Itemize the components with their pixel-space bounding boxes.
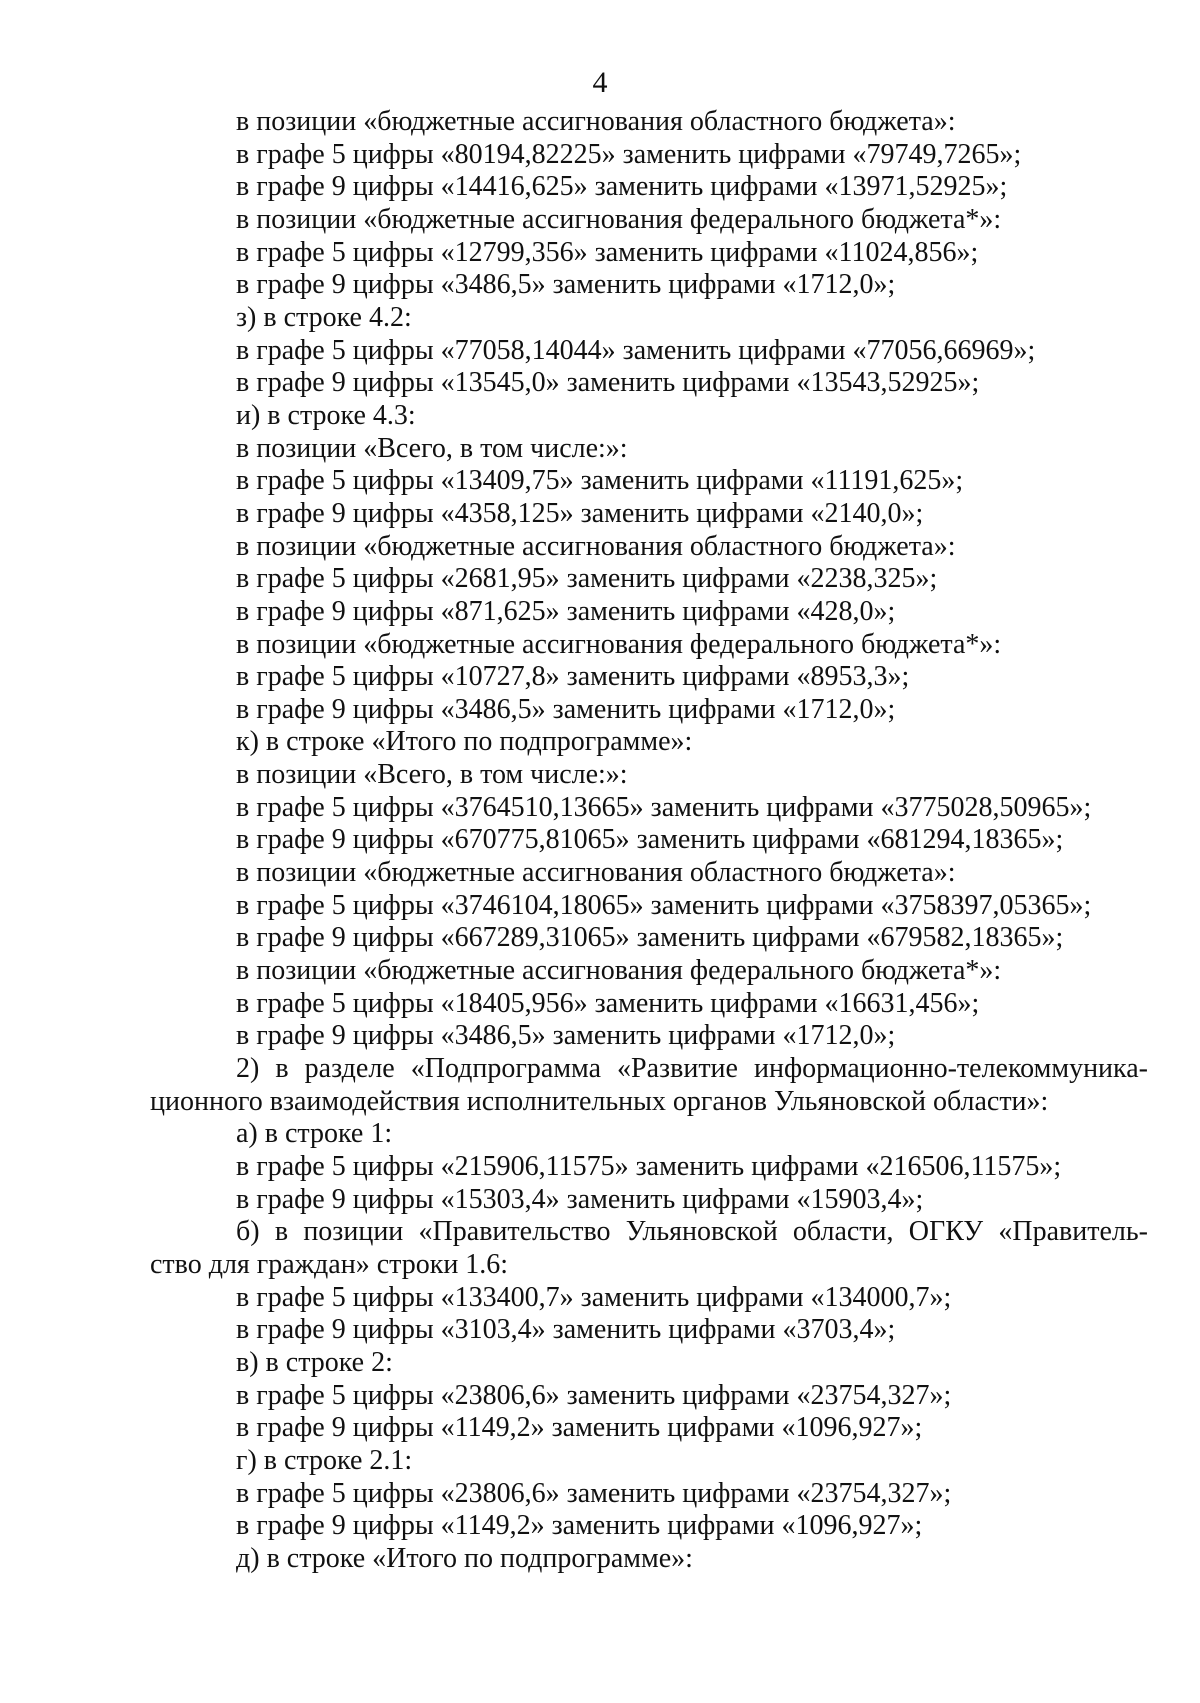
text-line: в графе 9 цифры «670775,81065» заменить цифрами «681294,18365»; — [236, 824, 1064, 856]
text-line: з) в строке 4.2: — [236, 301, 412, 333]
word: «Развитие — [617, 1053, 738, 1085]
text-line: в позиции «бюджетные ассигнования областного бюджета»: — [236, 106, 956, 137]
text-line: а) в строке 1: — [236, 1118, 393, 1150]
word: позиции — [303, 1216, 404, 1248]
text-line: г) в строке 2.1: — [236, 1444, 413, 1476]
text-line: в графе 9 цифры «1149,2» заменить цифрами «1096,927»; — [236, 1510, 923, 1542]
text-line: в позиции «бюджетные ассигнования федерального бюджета*»: — [236, 628, 1002, 660]
text-line: в графе 9 цифры «3486,5» заменить цифрами «1712,0»; — [236, 693, 896, 725]
word: «Подпрограмма — [410, 1053, 601, 1085]
text-line: в графе 5 цифры «12799,356» заменить цифрами «11024,856»; — [236, 236, 979, 268]
text-line: в графе 5 цифры «13409,75» заменить цифрами «11191,625»; — [236, 465, 964, 497]
text-line: в графе 5 цифры «77058,14044» заменить цифрами «77056,66969»; — [236, 334, 1036, 366]
word: 2) — [236, 1053, 260, 1085]
text-line: в графе 5 цифры «23806,6» заменить цифрами «23754,327»; — [236, 1379, 952, 1411]
text-line: в позиции «бюджетные ассигнования областного бюджета»: — [236, 857, 956, 889]
word: «Правительство — [418, 1216, 611, 1248]
text-line: в) в строке 2: — [236, 1346, 393, 1378]
text-line: в графе 9 цифры «15303,4» заменить цифрами «15903,4»; — [236, 1183, 924, 1215]
word: б) — [236, 1216, 260, 1248]
paragraph-first-line — [150, 1053, 1148, 1086]
word: в — [275, 1053, 289, 1085]
text-line: в графе 9 цифры «13545,0» заменить цифрами «13543,52925»; — [236, 367, 980, 399]
text-line: и) в строке 4.3: — [236, 399, 416, 431]
text-line: в графе 5 цифры «18405,956» заменить цифрами «16631,456»; — [236, 987, 980, 1019]
text-line: в графе 9 цифры «3486,5» заменить цифрами «1712,0»; — [236, 1020, 896, 1052]
text-line: в позиции «Всего, в том числе:»: — [236, 432, 628, 464]
text-line: ство для граждан» строки 1.6: — [150, 1248, 509, 1280]
text-line: в графе 5 цифры «3746104,18065» заменить цифрами «3758397,05365»; — [236, 889, 1092, 921]
text-line: в позиции «бюджетные ассигнования федерального бюджета*»: — [236, 955, 1002, 987]
text-line: в графе 9 цифры «1149,2» заменить цифрами «1096,927»; — [236, 1412, 923, 1444]
text-line: к) в строке «Итого по подпрограмме»: — [236, 726, 693, 758]
paragraph-first-line — [150, 1216, 1148, 1249]
word: Ульяновской — [625, 1216, 778, 1248]
word: ОГКУ — [908, 1216, 984, 1248]
word: информационно-телекоммуника- — [754, 1053, 1148, 1085]
document-body — [150, 106, 1148, 1576]
text-line: в графе 9 цифры «871,625» заменить цифрами «428,0»; — [236, 595, 896, 627]
text-line: ционного взаимодействия исполнительных органов Ульяновской области»: — [150, 1085, 1049, 1117]
text-line: в графе 5 цифры «80194,82225» заменить цифрами «79749,7265»; — [236, 138, 1022, 170]
text-line: в позиции «бюджетные ассигнования областного бюджета»: — [236, 530, 956, 562]
text-line: в графе 9 цифры «4358,125» заменить цифрами «2140,0»; — [236, 497, 924, 529]
text-line: в графе 5 цифры «10727,8» заменить цифрами «8953,3»; — [236, 661, 910, 693]
word: «Правитель- — [998, 1216, 1148, 1248]
text-line: в графе 5 цифры «23806,6» заменить цифрами «23754,327»; — [236, 1477, 952, 1509]
text-line: в графе 5 цифры «133400,7» заменить цифрами «134000,7»; — [236, 1281, 952, 1313]
text-line: в позиции «бюджетные ассигнования федерального бюджета*»: — [236, 203, 1002, 235]
text-line: д) в строке «Итого по подпрограмме»: — [236, 1542, 693, 1574]
text-line: в графе 5 цифры «3764510,13665» заменить цифрами «3775028,50965»; — [236, 791, 1092, 823]
word: области, — [792, 1216, 894, 1248]
word: разделе — [304, 1053, 395, 1085]
text-line: в позиции «Всего, в том числе:»: — [236, 759, 628, 791]
text-line: в графе 5 цифры «2681,95» заменить цифрами «2238,325»; — [236, 563, 938, 595]
page-number: 4 — [592, 66, 608, 99]
text-line: в графе 9 цифры «3486,5» заменить цифрами «1712,0»; — [236, 269, 896, 301]
text-line: в графе 9 цифры «667289,31065» заменить цифрами «679582,18365»; — [236, 922, 1064, 954]
text-line: в графе 9 цифры «14416,625» заменить цифрами «13971,52925»; — [236, 171, 1008, 203]
text-line: в графе 5 цифры «215906,11575» заменить цифрами «216506,11575»; — [236, 1151, 1062, 1182]
word: в — [274, 1216, 289, 1248]
text-line: в графе 9 цифры «3103,4» заменить цифрами «3703,4»; — [236, 1314, 896, 1346]
